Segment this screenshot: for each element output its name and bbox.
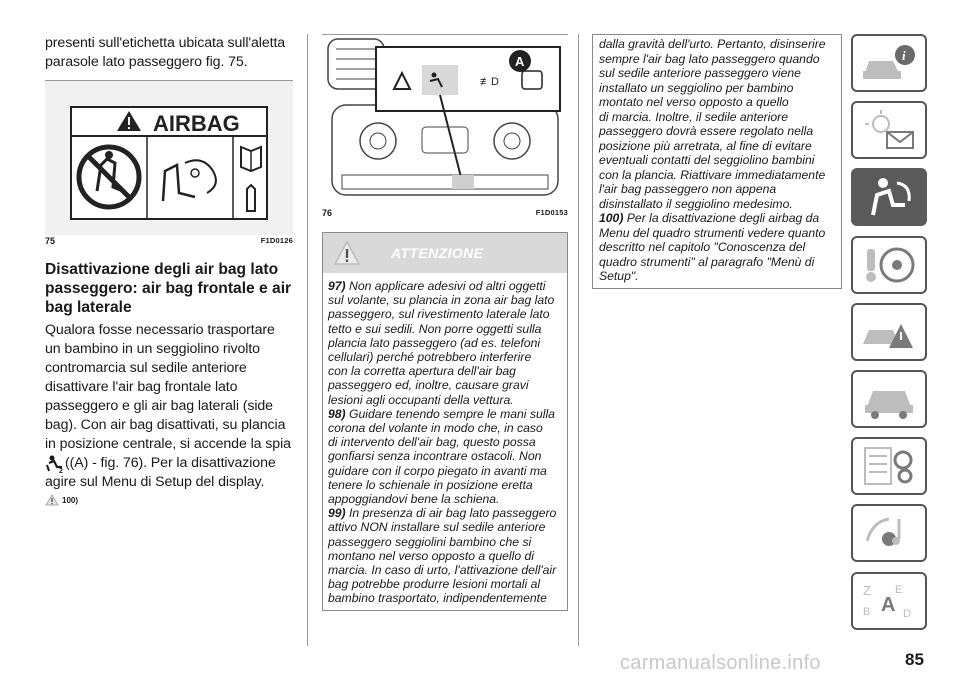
tab-settings-list[interactable] <box>851 437 927 495</box>
warning-item: 99) In presenza di air bag lato passeggero attivo NON installare sul sedile anteriore passeggero seggiolini bambino che si montano nel verso opposto a quello di marcia. In caso di urto, l'attivazione dell'air bag potrebbe produrre lesioni mortali al bambino trasportato, indipendentemente <box>328 506 557 606</box>
column-middle <box>322 34 568 611</box>
figure-code: F1D0126 <box>260 236 293 245</box>
chapter-tabs <box>851 34 931 639</box>
tab-multimedia[interactable] <box>851 504 927 562</box>
warning-item: 98) Guidare tenendo sempre le mani sulla corona del volante in modo che, in caso di intervento dell'air bag, questo possa gonfiarsi senza incontrare ostacoli. Non guidare con il corpo piegato in avanti ma tenere lo schienale in posizione eretta appoggiandovi bene la schiena. <box>328 406 555 507</box>
tab-key-steering[interactable] <box>851 236 927 294</box>
index-letters-icon <box>859 579 919 623</box>
svg-text:D: D <box>903 607 911 620</box>
warning-item: 100) Per la disattivazione degli airbag da Menu del quadro strumenti vedere quanto descritto nel capitolo "Conoscenza del quadro strumenti" al paragrafo "Menù di Setup". <box>599 211 826 283</box>
warning-triangle-icon <box>45 494 59 506</box>
warning-continuation-box: dalla gravità dell'urto. Pertanto, disinserire sempre l'air bag lato passeggero quando sul sedile anteriore passeggero viene installato un seggiolino per bambino montato nel verso opposto a quello di marcia. Inoltre, il sedile anteriore passeggero dovrà essere regolato nella posizione più arretrata, al fine di evitare eventuali contatti del seggiolino bambini con la plancia. Riattivare immediatamente l'air bag passeggero non appena disinstallato il seggiolino medesimo. 100) Per la disattivazione degli airbag da Menu del quadro strumenti vedere quanto descritto nel capitolo "Conoscenza del quadro strumenti" al paragrafo "Menù di Setup". <box>592 34 842 289</box>
car-service-icon <box>859 377 919 421</box>
car-info-icon <box>859 41 919 85</box>
figure-number: 75 <box>45 236 56 246</box>
key-steering-icon <box>859 243 919 287</box>
svg-text:Z: Z <box>863 582 871 598</box>
intro-text <box>45 34 293 72</box>
warning-lights-icon <box>859 108 919 152</box>
warning-reference: 100) <box>45 494 293 506</box>
svg-text:2: 2 <box>59 467 63 473</box>
tab-car-info[interactable] <box>851 34 927 92</box>
intro-line: parasole lato passeggero fig. 75. <box>45 54 248 70</box>
warning-box <box>322 232 568 611</box>
figure-code: F1D0153 <box>535 208 568 217</box>
figure-76-caption <box>322 206 568 218</box>
section-title: Disattivazione degli air bag lato passeggero: air bag frontale e air bag laterale <box>45 261 292 316</box>
warning-item: 97) Non applicare adesivi od altri oggetti sul volante, su plancia in zona air bag lato passeggero, sul rivestimento laterale lato tetto e sui sedili. Non porre oggetti sulla plancia lato passeggero (ad es. telefoni cellulari) perché potrebbero interferire con la corretta apertura dell'air bag passeggero ed, inoltre, causare gravi lesioni agli occupanti della vettura. <box>328 279 555 407</box>
warning-header <box>323 233 567 273</box>
figure-number: 76 <box>322 208 333 218</box>
svg-text:E: E <box>895 583 903 596</box>
warning-title: ATTENZIONE <box>391 245 484 261</box>
figure-75 <box>45 80 293 234</box>
settings-list-icon <box>859 444 919 488</box>
page-number: 85 <box>905 650 924 669</box>
tab-car-service[interactable] <box>851 370 927 428</box>
column-divider <box>578 34 579 646</box>
svg-text:i: i <box>902 48 906 63</box>
warning-body <box>323 273 567 610</box>
airbag-label-text: AIRBAG <box>153 111 240 136</box>
multimedia-icon <box>859 511 919 555</box>
svg-text:B: B <box>863 605 871 618</box>
passenger-airbag-off-icon <box>45 455 65 473</box>
airbag-safety-icon <box>859 175 919 219</box>
tab-index[interactable] <box>851 572 927 630</box>
svg-text:A: A <box>881 593 896 616</box>
column-divider <box>307 34 308 646</box>
watermark: carmanualsonline.info <box>620 652 821 674</box>
intro-line: presenti sull'etichetta ubicata sull'aletta <box>45 35 286 51</box>
paragraph-disattivazione: Qualora fosse necessario trasportare un bambino in un seggiolino rivolto contromarcia sul sedile anteriore disattivare l'air bag frontale lato passeggero e gli air bag laterali (side bag). Con air bag disattivati, su plancia in posizione centrale, si accende la spia 2 ((A) - fig. 76). Per la disattivazione agire sul Menu di Setup del display. <box>45 322 291 490</box>
figure-76 <box>322 34 568 206</box>
dashboard-illustration <box>322 35 568 201</box>
fog-light-icon: ≢D <box>480 76 499 88</box>
tab-warning-lights[interactable] <box>851 101 927 159</box>
tab-car-accident[interactable] <box>851 303 927 361</box>
column-right <box>592 34 842 289</box>
figure-75-caption <box>45 234 293 246</box>
svg-text:A: A <box>515 54 525 69</box>
warning-triangle-icon <box>333 240 361 266</box>
tab-airbag-safety[interactable] <box>851 168 927 226</box>
airbag-label-illustration <box>45 81 293 235</box>
column-left <box>45 34 293 506</box>
car-accident-icon <box>859 310 919 354</box>
